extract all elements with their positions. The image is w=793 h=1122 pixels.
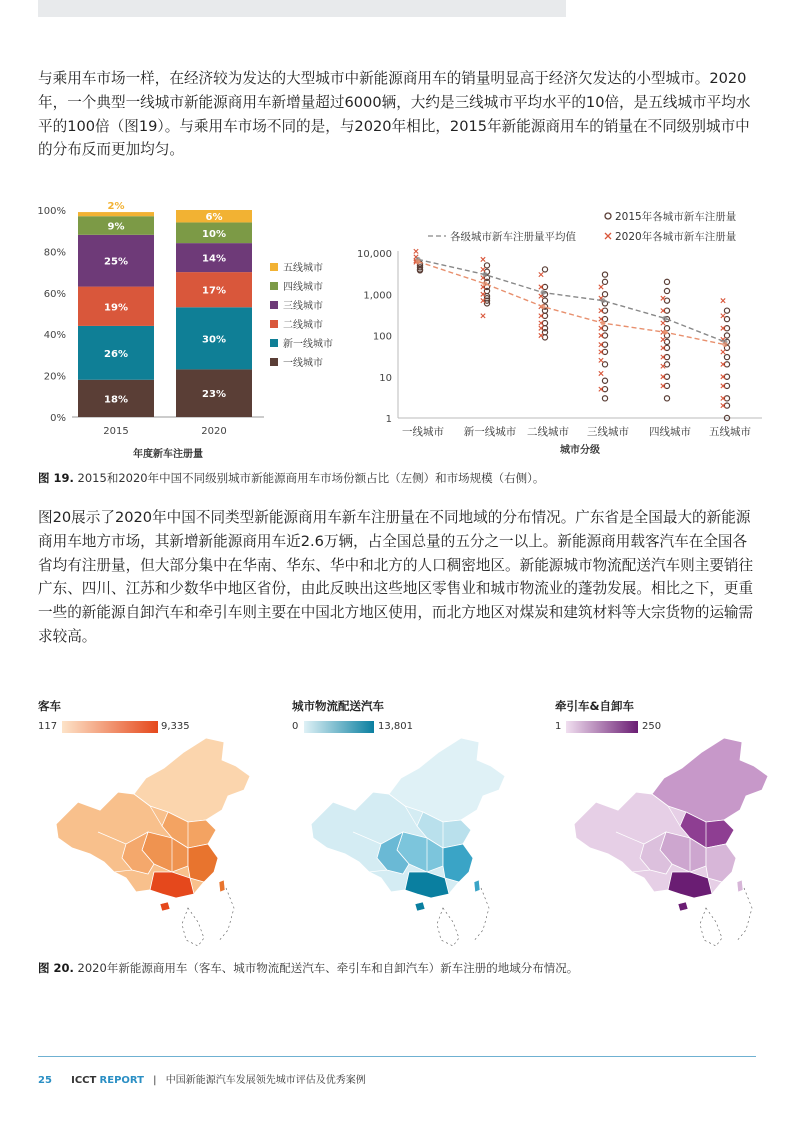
bar-data-label: 10% xyxy=(202,228,226,240)
y-tick-label: 10 xyxy=(379,372,392,384)
point-2015 xyxy=(664,298,669,303)
page-number: 25 xyxy=(38,1075,52,1086)
scatter-chart xyxy=(350,205,770,463)
paragraph-1: 与乘用车市场一样，在经济较为发达的大型城市中新能源商用车的销量明显高于经济欠发达的小型城市。2020年，一个典型一线城市新能源商用车新增量超过6000辆，大约是三线城市平均水平的10倍，是五线城市平均水平的100倍（图19）。与乘用车市场不同的是，与2020年相比，2015年新能源商用车的销量在不同级别城市中的分布反而更加均匀。 xyxy=(38,70,751,159)
map-bus-min: 117 xyxy=(38,721,58,732)
average-point-2020 xyxy=(723,342,728,347)
point-2015 xyxy=(602,272,607,277)
y-tick-label: 80% xyxy=(43,247,66,259)
legend-marker-2020 xyxy=(605,233,611,239)
legend-label: 2015年各城市新车注册量 xyxy=(615,211,737,223)
legend-swatch xyxy=(270,358,278,366)
footer-report: REPORT xyxy=(99,1075,144,1086)
point-2015 xyxy=(664,279,669,284)
figure-19-text: 2015和2020年中国不同级别城市新能源商用车市场份额占比（左侧）和市场规模（右侧）。 xyxy=(77,471,545,485)
bar-data-label: 30% xyxy=(202,334,226,346)
point-2020 xyxy=(599,358,603,362)
legend-swatch xyxy=(270,263,278,271)
footer xyxy=(38,1071,366,1086)
bar-data-label: 17% xyxy=(202,285,226,297)
legend-label: 四线城市 xyxy=(283,282,323,293)
average-line-2015 xyxy=(418,259,725,342)
y-tick-label: 20% xyxy=(43,371,66,383)
map-bus xyxy=(30,710,270,950)
region-hainan xyxy=(678,902,688,911)
map-tractor-max: 250 xyxy=(642,721,662,732)
south-sea-islands xyxy=(700,908,722,946)
point-2020 xyxy=(599,285,603,289)
average-point-2020 xyxy=(601,321,606,326)
point-2015 xyxy=(664,288,669,293)
bar-data-label: 19% xyxy=(104,302,128,314)
legend-swatch xyxy=(270,282,278,290)
bar-segment xyxy=(78,212,154,216)
average-point-2015 xyxy=(541,290,546,295)
point-2020 xyxy=(721,314,725,318)
point-2020 xyxy=(661,337,665,341)
map-tractor-min: 1 xyxy=(555,721,562,732)
bar-data-label: 26% xyxy=(104,348,128,360)
map-logistics-max: 13,801 xyxy=(378,721,413,732)
y-tick-label: 1,000 xyxy=(363,290,392,302)
point-2020 xyxy=(481,314,485,318)
legend-label: 2020年各城市新车注册量 xyxy=(615,231,737,243)
point-2015 xyxy=(602,378,607,383)
average-point-2015 xyxy=(483,272,488,277)
footer-separator: | xyxy=(153,1075,157,1086)
bar-data-label: 6% xyxy=(205,212,223,224)
map-title-tractor: 牵引车&自卸车 xyxy=(555,699,635,713)
x-axis-title: 城市分级 xyxy=(560,445,600,456)
map-group xyxy=(574,738,768,946)
map-tractor xyxy=(548,710,788,950)
region-taiwan xyxy=(474,880,480,892)
stacked-bar-chart xyxy=(30,195,360,465)
footer-org: ICCT xyxy=(71,1075,97,1086)
region-taiwan xyxy=(737,880,743,892)
point-2015 xyxy=(724,308,729,313)
x-tick-label: 一线城市 xyxy=(402,426,444,438)
footer-divider xyxy=(38,1056,756,1057)
south-sea-boundary xyxy=(218,888,234,942)
figure-20-caption xyxy=(38,960,578,976)
bar-data-label: 2% xyxy=(107,201,125,213)
point-2015 xyxy=(724,354,729,359)
region-taiwan xyxy=(219,880,225,892)
y-tick-label: 100 xyxy=(372,331,392,343)
x-tick-label: 2020 xyxy=(201,426,227,437)
figure-20-label: 图 20. xyxy=(38,961,74,975)
average-point-2015 xyxy=(663,316,668,321)
point-2020 xyxy=(661,321,665,325)
region-east xyxy=(188,844,218,882)
point-2020 xyxy=(539,272,543,276)
bar-data-label: 18% xyxy=(104,394,128,406)
point-2020 xyxy=(721,350,725,354)
point-2015 xyxy=(602,279,607,284)
paragraph-2: 图20展示了2020年中国不同类型新能源商用车新车注册量在不同地域的分布情况。广东省是全国最大的新能源商用车地方市场，其新增新能源商用车近2.6万辆，占全国总量的五分之一以上。新能源商用载客汽车在全国各省均有注册量，但大部分集中在华南、华东、华中和北方的人口稠密地区。新能源城市物流配送汽车则主要销往广东、四川、江苏和少数华中地区省份，由此反映出这些地区零售业和城市物流业的蓬勃发展。相比之下，更重一些的新能源自卸汽车和牵引车则主要在中国北方地区使用，而北方地区对煤炭和建筑材料等大宗货物的运输需求较高。 xyxy=(38,509,754,645)
average-point-2020 xyxy=(483,281,488,286)
legend-marker-2015 xyxy=(605,213,611,219)
point-2020 xyxy=(721,298,725,302)
x-tick-label: 二线城市 xyxy=(527,426,569,438)
legend-label: 二线城市 xyxy=(283,320,323,331)
map-group xyxy=(311,738,505,946)
figure-19-caption xyxy=(38,470,544,486)
y-tick-label: 1 xyxy=(385,414,392,425)
point-2020 xyxy=(414,249,418,253)
average-point-2020 xyxy=(663,330,668,335)
map-bus-max: 9,335 xyxy=(161,721,190,732)
bar-data-label: 25% xyxy=(104,256,128,268)
point-2015 xyxy=(664,396,669,401)
footer-title: 中国新能源汽车发展领先城市评估及优秀案例 xyxy=(165,1075,366,1086)
x-tick-label: 2015 xyxy=(103,426,129,437)
average-point-2015 xyxy=(601,298,606,303)
region-east xyxy=(443,844,473,882)
average-line-2020 xyxy=(418,262,725,345)
map-logistics-min: 0 xyxy=(292,721,299,732)
point-2015 xyxy=(664,339,669,344)
legend-swatch xyxy=(270,339,278,347)
y-tick-label: 10,000 xyxy=(357,249,392,260)
y-tick-label: 0% xyxy=(50,413,66,424)
legend-swatch xyxy=(270,301,278,309)
point-2015 xyxy=(542,298,547,303)
bar-data-label: 23% xyxy=(202,389,226,401)
south-sea-boundary xyxy=(736,888,752,942)
bar-data-label: 9% xyxy=(107,221,125,233)
map-title-bus: 客车 xyxy=(38,699,61,713)
legend-swatch xyxy=(270,320,278,328)
region-east xyxy=(706,844,736,882)
map-logistics xyxy=(285,710,525,950)
x-tick-label: 新一线城市 xyxy=(463,426,517,438)
bar-data-label: 14% xyxy=(202,253,226,265)
y-tick-label: 40% xyxy=(43,330,66,342)
point-2020 xyxy=(661,296,665,300)
point-2020 xyxy=(481,257,485,261)
south-sea-islands xyxy=(182,908,204,946)
region-hainan xyxy=(160,902,170,911)
y-tick-label: 100% xyxy=(37,206,66,217)
point-2015 xyxy=(542,267,547,272)
point-2020 xyxy=(599,371,603,375)
average-point-2020 xyxy=(416,259,421,264)
region-hainan xyxy=(415,902,425,911)
legend-label: 五线城市 xyxy=(283,263,323,274)
south-sea-boundary xyxy=(473,888,489,942)
x-tick-label: 四线城市 xyxy=(649,426,691,438)
x-tick-label: 五线城市 xyxy=(709,426,751,438)
point-2015 xyxy=(602,396,607,401)
x-tick-label: 三线城市 xyxy=(587,426,629,438)
map-title-logistics: 城市物流配送汽车 xyxy=(292,699,384,713)
figure-19-label: 图 19. xyxy=(38,471,74,485)
legend-label: 新一线城市 xyxy=(283,339,333,350)
point-2020 xyxy=(481,267,485,271)
top-bar xyxy=(38,0,566,17)
legend-label: 一线城市 xyxy=(283,358,323,369)
legend-label: 三线城市 xyxy=(283,301,323,312)
average-point-2020 xyxy=(541,304,546,309)
legend-label: 各级城市新车注册量平均值 xyxy=(450,231,576,243)
map-group xyxy=(56,738,250,946)
y-tick-label: 60% xyxy=(43,288,66,300)
x-axis-title: 年度新车注册量 xyxy=(133,449,203,460)
figure-20-text: 2020年新能源商用车（客车、城市物流配送汽车、牵引车和自卸汽车）新车注册的地域分布情况。 xyxy=(77,961,579,975)
south-sea-islands xyxy=(437,908,459,946)
